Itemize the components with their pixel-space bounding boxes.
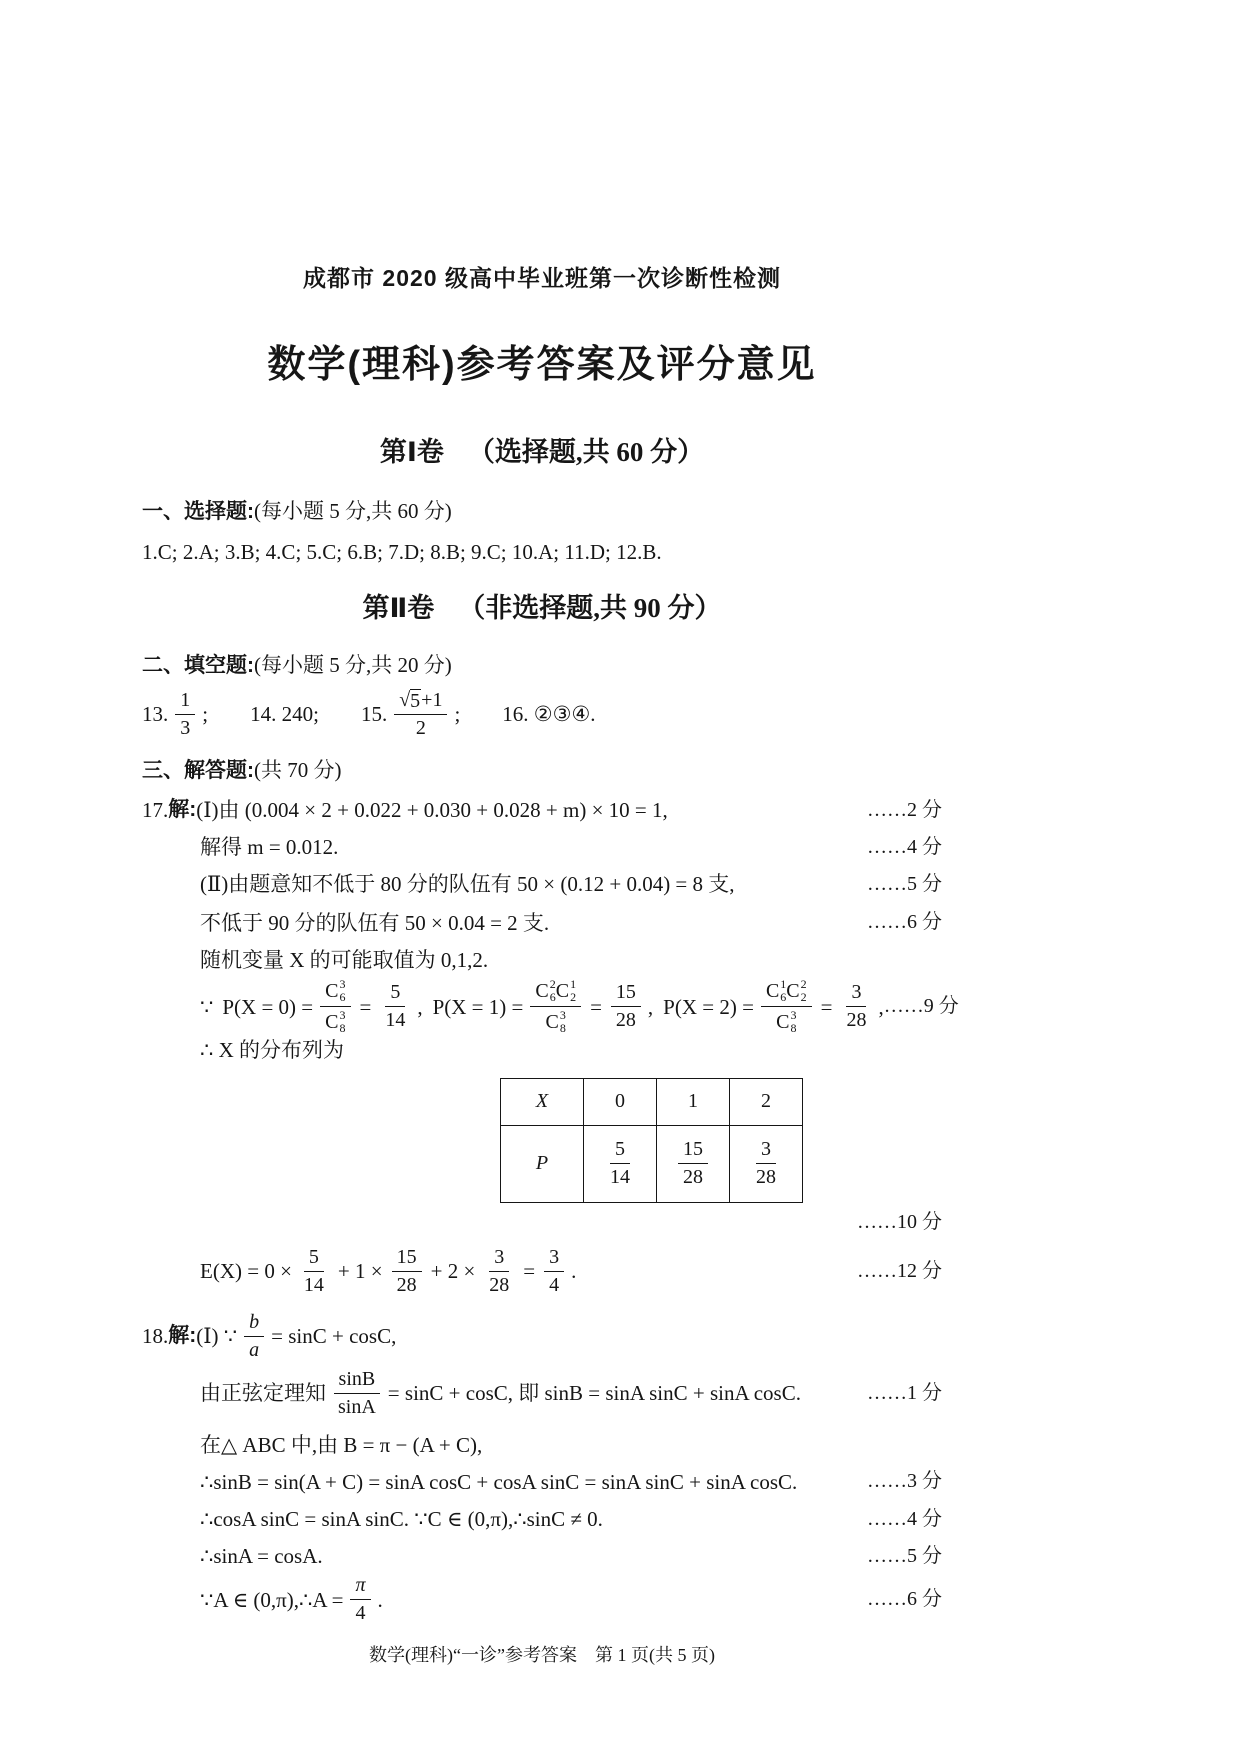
combination-symbol: C 2 6 xyxy=(535,976,556,1005)
line-text xyxy=(142,798,668,822)
table-cell xyxy=(584,1125,657,1202)
score-mark: ……4 分 xyxy=(867,1507,942,1530)
section2-note: (每小题 5 分,共 20 分) xyxy=(254,653,452,678)
fraction: $\frac{3}{28}$ xyxy=(846,981,867,1032)
q18-line2-post: = sinC + cosC, 即 sinB = sinA sinC + sinA cosC. xyxy=(387,1381,801,1406)
combination-symbol: C 3 8 xyxy=(325,1008,346,1036)
distribution-table xyxy=(500,1078,803,1203)
line-text: 在△ ABC 中,由 B = π − (A + C), xyxy=(200,1432,483,1457)
table-cell xyxy=(730,1125,803,1202)
q18-line7-pre: ∵A ∈ (0,π),∴A = xyxy=(200,1587,344,1612)
page-content xyxy=(142,0,959,1667)
section3-label: 三、解答题: xyxy=(142,759,254,783)
q18-line2 xyxy=(142,1368,942,1419)
part1-volume-note: （选择题,共 60 分） xyxy=(467,437,705,467)
fraction: $\frac{15}{28}$ xyxy=(392,1246,422,1297)
fraction: $\frac{3}{4}$ xyxy=(544,1246,564,1297)
score-mark: ……2 分 xyxy=(867,798,942,821)
choice-answers: 1.C; 2.A; 3.B; 4.C; 5.C; 6.B; 7.D; 8.B; 9.C; 10.A; 11.D; 12.B. xyxy=(142,540,662,564)
line-text xyxy=(200,978,884,1036)
choice-answers-line xyxy=(142,540,942,564)
separator: , xyxy=(647,994,654,1019)
line-text: 随机变量 X 的可能取值为 0,1,2. xyxy=(200,947,489,972)
score-mark: ……12 分 xyxy=(857,1259,942,1282)
part1-title xyxy=(142,430,942,469)
line-text: ∴ X 的分布列为 xyxy=(200,1037,345,1062)
prob-term0-pre: P(X = 0) = xyxy=(222,994,314,1019)
combination-symbol: C 3 8 xyxy=(545,1008,566,1036)
score-mark: ……4 分 xyxy=(867,835,942,858)
section1-note: (每小题 5 分,共 60 分) xyxy=(254,499,452,523)
q18-line7 xyxy=(142,1574,942,1625)
page-title: 数学(理科)参考答案及评分意见 xyxy=(267,344,817,386)
q18-line3 xyxy=(142,1433,942,1457)
part2-title xyxy=(142,586,942,625)
q17-table-score-line xyxy=(142,1211,942,1234)
score-mark: ……5 分 xyxy=(867,872,942,895)
combination-symbol: C 3 8 xyxy=(776,1008,797,1036)
fill-answers-line xyxy=(142,689,942,740)
fraction: $\frac{5}{14}$ xyxy=(385,981,406,1032)
score-mark: ……9 分 xyxy=(883,995,959,1018)
fraction: $\frac{3}{28}$ xyxy=(489,1245,510,1296)
line-text: ∴sinA = cosA. xyxy=(200,1544,323,1569)
fraction xyxy=(530,978,581,1036)
equals-sign: = xyxy=(590,994,602,1019)
answer-15-label: 15. xyxy=(360,702,388,727)
combination-symbol: C 3 6 xyxy=(325,976,346,1005)
q17-line1-text: (Ⅰ)由 (0.004 × 2 + 0.022 + 0.030 + 0.028 + m) × 10 = 1, xyxy=(196,798,668,823)
answer-16: 16. ②③④. xyxy=(502,702,596,727)
q18-line2-pre: 由正弦定理知 xyxy=(200,1381,326,1406)
line-text: ∴sinB = sin(A + C) = sinA cosC + cosA sinC = sinA sinC + sinA cosC. xyxy=(200,1469,798,1494)
answer-13 xyxy=(142,689,208,740)
answer-14: 14. 240; xyxy=(250,702,319,727)
table-cell xyxy=(657,1125,730,1202)
q18-line1 xyxy=(142,1311,942,1362)
q17-distribution-label-line xyxy=(142,1038,942,1062)
fraction: $\frac{15}{28}$ xyxy=(611,981,641,1032)
q18-solve-label: 解: xyxy=(168,1324,197,1348)
line-text xyxy=(200,1368,801,1419)
score-mark: ……6 分 xyxy=(867,911,942,934)
equals-sign: = xyxy=(820,994,833,1019)
line-text: (Ⅱ)由题意知不低于 80 分的队伍有 50 × (0.12 + 0.04) = 8 支, xyxy=(200,872,735,897)
equals-sign: = xyxy=(523,1259,536,1284)
q17-number: 17. xyxy=(142,798,169,823)
q17-line5 xyxy=(142,948,942,972)
separator: ; xyxy=(454,702,461,727)
prob-term1-pre: P(X = 1) = xyxy=(432,994,524,1019)
expectation-pre: E(X) = 0 × xyxy=(200,1259,292,1284)
q17-expectation-line xyxy=(142,1246,942,1297)
line-text: 不低于 90 分的队伍有 50 × 0.04 = 2 支. xyxy=(200,910,550,935)
table-row xyxy=(501,1078,803,1125)
table-row xyxy=(501,1125,803,1202)
table-cell: 1 xyxy=(657,1078,730,1125)
fraction: $\frac{15}{28}$ xyxy=(678,1138,708,1189)
combination-symbol: C 1 2 xyxy=(555,976,577,1005)
exam-title: 成都市 2020 级高中毕业班第一次诊断性检测 xyxy=(303,265,781,291)
line-text xyxy=(142,1311,396,1362)
q17-line3 xyxy=(142,872,942,896)
q18-line4 xyxy=(142,1470,942,1494)
because-symbol: ∵ xyxy=(200,994,214,1019)
q17-solve-label: 解: xyxy=(168,798,197,822)
line-text xyxy=(200,1574,383,1625)
separator: , xyxy=(417,994,423,1019)
q18-number: 18. xyxy=(142,1324,169,1349)
line-text: 解得 m = 0.012. xyxy=(200,835,339,860)
table-cell: P xyxy=(501,1125,584,1202)
q18-line1-pre: (Ⅰ) ∵ xyxy=(196,1324,238,1349)
q18-line6 xyxy=(142,1544,942,1568)
table-cell: X xyxy=(501,1078,584,1125)
separator: ; xyxy=(202,702,209,727)
section1-label: 一、选择题: xyxy=(142,500,254,523)
score-mark: ……5 分 xyxy=(867,1544,942,1567)
page-footer: 数学(理科)“一诊”参考答案 第 1 页(共 5 页) xyxy=(369,1645,715,1666)
q17-line1 xyxy=(142,798,942,822)
fraction: √ 5 +1 2 xyxy=(394,689,447,740)
fraction: $\frac{3}{28}$ xyxy=(756,1138,776,1189)
combination-symbol: C 1 6 xyxy=(765,976,787,1005)
q17-line4 xyxy=(142,911,942,935)
q17-probability-line xyxy=(142,976,959,1036)
fraction: $\frac{1}{3}$ xyxy=(175,689,195,740)
fraction xyxy=(320,978,350,1036)
fraction: $\frac{5}{14}$ xyxy=(303,1245,324,1296)
fraction: $\frac{\pi}{4}$ xyxy=(350,1574,370,1625)
section2-heading xyxy=(142,649,942,679)
q17-line2 xyxy=(142,835,942,859)
period: . xyxy=(377,1587,383,1612)
fraction: $\frac{b}{a}$ xyxy=(244,1311,264,1362)
section3-note: (共 70 分) xyxy=(254,758,342,783)
q18-line5 xyxy=(142,1507,942,1531)
fraction: $\frac{\sin B}{\sin A}$ xyxy=(333,1368,381,1419)
fraction: $\frac{5}{14}$ xyxy=(610,1138,630,1189)
answer-15 xyxy=(361,689,460,740)
line-text xyxy=(200,1246,576,1297)
section3-heading xyxy=(142,754,942,784)
fraction xyxy=(761,978,812,1036)
combination-symbol: C 2 2 xyxy=(786,976,807,1005)
equals-sign: = xyxy=(359,994,372,1019)
line-text: ∴cosA sinC = sinA sinC. ∵C ∈ (0,π),∴sinC ≠ 0. xyxy=(200,1507,603,1532)
part2-volume-note: （非选择题,共 90 分） xyxy=(458,593,722,624)
part1-volume: 第Ⅰ卷 xyxy=(379,437,444,467)
operator: + 1 × xyxy=(337,1259,383,1284)
part2-volume: 第Ⅱ卷 xyxy=(362,593,435,624)
prob-term2-pre: P(X = 2) = xyxy=(663,994,754,1019)
table-cell: 0 xyxy=(584,1078,657,1125)
score-mark: ……6 分 xyxy=(867,1588,942,1611)
section1-heading xyxy=(142,495,942,525)
section2-label: 二、填空题: xyxy=(142,654,254,678)
q18-line1-post: = sinC + cosC, xyxy=(271,1324,397,1349)
score-mark: ……1 分 xyxy=(867,1381,942,1404)
separator: , xyxy=(878,994,884,1019)
score-mark: ……3 分 xyxy=(867,1470,942,1493)
answer-13-label: 13. xyxy=(142,702,169,727)
table-cell: 2 xyxy=(730,1078,803,1125)
score-mark: ……10 分 xyxy=(857,1210,942,1233)
operator: + 2 × xyxy=(430,1259,476,1284)
period: . xyxy=(571,1259,577,1284)
